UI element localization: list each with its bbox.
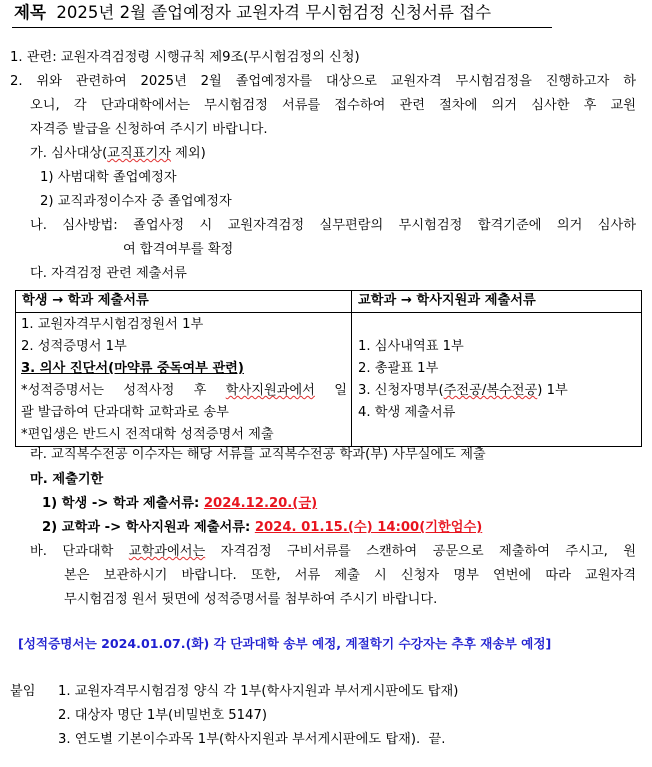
ba-office: 교학과에서는 <box>128 544 206 559</box>
student-note-1b: 괄 발급하여 단과대학 교학과로 송부 <box>21 405 229 420</box>
section-ma-heading: 마. 제출기한 <box>30 472 104 487</box>
title-text: 2025년 2월 졸업예정자 교원자격 무시험검정 신청서류 접수 <box>56 3 492 22</box>
attachment-2: 2. 대상자 명단 1부(비밀번호 5147) <box>58 708 267 723</box>
student-doc-2: 2. 성적증명서 1부 <box>21 339 127 354</box>
deadline-2-label: 2) 교학과 -> 학사지원과 제출서류: <box>42 520 255 535</box>
ga-item-1: 1) 사범대학 졸업예정자 <box>40 170 177 185</box>
deadline-1-date: 2024.12.20.(금) <box>203 496 318 511</box>
student-note-1a <box>21 380 347 402</box>
item-2-line-1: 2. 위와 관련하여 2025년 2월 졸업예정자를 대상으로 교원자격 무시험검정을 진행하고자 하 <box>10 74 636 89</box>
section-ba-line-3: 무시험검정 원서 뒷면에 성적증명서를 첨부하여 주시기 바랍니다. <box>64 592 438 607</box>
office-doc-3 <box>358 380 637 402</box>
student-doc-3: 3. 의사 진단서(마약류 중독여부 관련) <box>21 361 244 376</box>
section-ra: 라. 교직복수전공 이수자는 해당 서류를 교직복수전공 학과(부) 사무실에도 제출 <box>30 447 486 462</box>
ba-pre: 바. 단과대학 <box>30 544 129 559</box>
student-doc-1: 1. 교원자격무시험검정원서 1부 <box>21 317 204 332</box>
section-na-line-1: 나. 심사방법: 졸업사정 시 교원자격검정 실무편람의 무시험검정 합격기준에 의거 심사하 <box>30 218 636 233</box>
title-prefix: 제목 <box>14 3 46 22</box>
office-doc-2 <box>358 358 637 380</box>
deadline-2-date: 2024. 01.15.(수) 14:00(기한엄수) <box>254 520 483 535</box>
table-header-student: 학생 → 학과 제출서류 <box>16 291 352 313</box>
table-header-office: 교학과 → 학사지원과 제출서류 <box>352 291 642 313</box>
office-doc-4: 4. 학생 제출서류 <box>358 405 456 420</box>
office-doc-2-text: 2. 총괄표 1부 <box>358 361 439 376</box>
ga-suffix: 제외) <box>170 146 206 161</box>
office-doc-1: 1. 심사내역표 1부 <box>358 339 464 354</box>
ba-post: 자격검정 구비서류를 스캔하여 공문으로 제출하여 주시고, 원 <box>205 544 636 559</box>
transcript-notice: [성적증명서는 2024.01.07.(화) 각 단과대학 송부 예정, 계절학기 수강자는 추후 재송부 예정] <box>18 636 552 651</box>
item-2-line-2: 오니, 각 단과대학에서는 무시험검정 서류를 접수하여 관련 절차에 의거 심사한 후 교원 <box>30 98 636 113</box>
document-end-mark: 끝. <box>428 732 446 747</box>
ga-item-2: 2) 교직과정이수자 중 졸업예정자 <box>40 194 232 209</box>
deadline-1-label: 1) 학생 -> 학과 제출서류: <box>42 496 204 511</box>
table-office-docs <box>352 313 642 447</box>
section-ba-line-2: 본은 보관하시기 바랍니다. 또한, 서류 제출 시 신청자 명부 연번에 따라 교원자격 <box>64 568 636 583</box>
table-student-docs <box>16 313 352 447</box>
deadline-2 <box>42 519 482 537</box>
title-underline <box>12 27 552 28</box>
section-na-line-2: 여 합격여부를 확정 <box>123 242 234 257</box>
item-1-related: 1. 관련: 교원자격검정령 시행규칙 제9조(무시험검정의 신청) <box>10 50 360 65</box>
section-ga-target <box>30 145 206 163</box>
attachment-3 <box>58 731 445 749</box>
attachments-label: 붙임 <box>10 684 36 699</box>
note-1a-office: 학사지원과에서 <box>225 383 315 398</box>
submission-documents-table <box>15 290 642 447</box>
office-doc-3-post: ) 1부 <box>537 383 568 398</box>
student-note-2: *편입생은 반드시 전적대학 성적증명서 제출 <box>21 427 274 442</box>
office-doc-3-major: 주전공/복수전공 <box>443 383 538 398</box>
office-doc-3-pre: 3. 신청자명부( <box>358 383 444 398</box>
note-1a-post: 일 <box>314 383 347 398</box>
ga-prefix: 가. 심사대상( <box>30 146 108 161</box>
document-title <box>14 2 491 24</box>
note-1a-pre: *성적증명서는 성적사정 후 <box>21 383 226 398</box>
ga-excluded-term: 교직표기자 <box>107 146 171 161</box>
item-2-line-3: 자격증 발급을 신청하여 주시기 바랍니다. <box>30 122 268 137</box>
attachment-1: 1. 교원자격무시험검정 양식 각 1부(학사지원과 부서게시판에도 탑재) <box>58 684 459 699</box>
section-ba-line-1 <box>30 543 636 561</box>
deadline-1 <box>42 495 317 513</box>
attachment-3-text: 3. 연도별 기본이수과목 1부(학사지원과 부서게시판에도 탑재). <box>58 732 421 747</box>
section-da-heading: 다. 자격검정 관련 제출서류 <box>30 266 187 281</box>
